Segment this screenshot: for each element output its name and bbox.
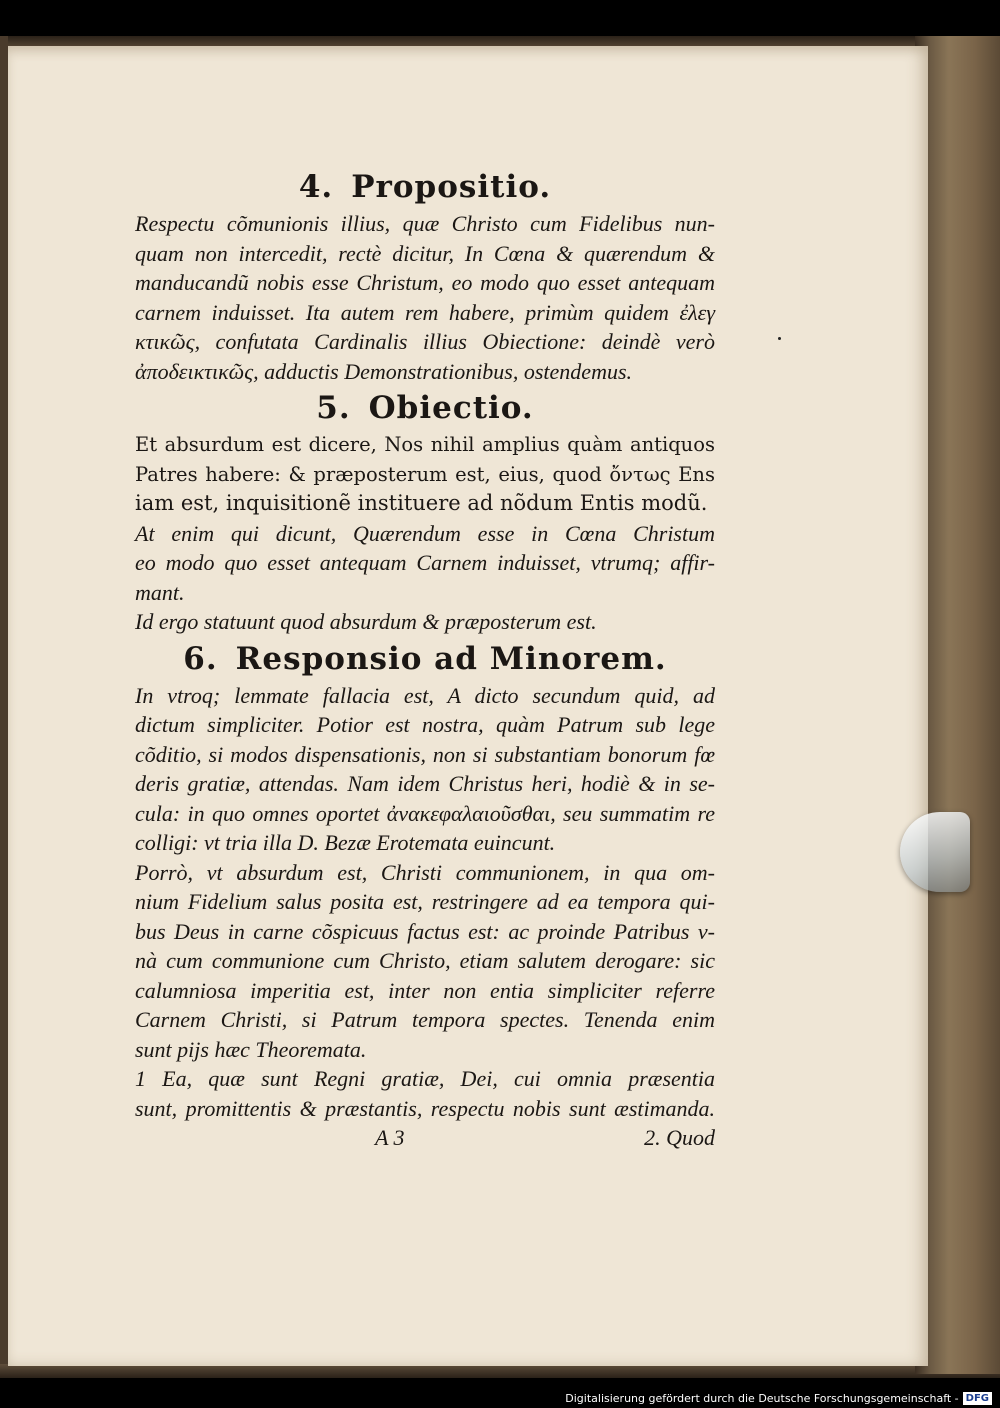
paragraph <box>135 209 715 386</box>
section-number: 4. <box>298 169 334 205</box>
page-text-block <box>135 165 715 1153</box>
paragraph <box>135 430 715 519</box>
section-responsio <box>135 637 715 1124</box>
text-line: manducandũ nobis esse Christum, eo modo quo esset antequam <box>135 270 715 295</box>
binding-board-left <box>0 36 8 1374</box>
text-line: In vtroq; lemmate fallacia est, A dicto secundum quid, ad <box>135 682 715 708</box>
section-title: Responsio ad Minorem. <box>235 640 667 677</box>
text-line: Id ergo statuunt quod absurdum & præposterum est. <box>135 609 597 634</box>
text-line: sunt, promittentis & præstantis, respectu nobis sunt æstimanda. <box>135 1095 715 1121</box>
section-heading <box>135 637 715 681</box>
paragraph <box>135 858 715 1065</box>
catchword: 2. Quod <box>644 1125 715 1150</box>
text-line: iam est, inquisitionẽ instituere ad nõdum Entis modũ. <box>135 491 708 515</box>
section-title: Obiectio. <box>368 390 534 426</box>
text-line: 1 Ea, quæ sunt Regni gratiæ, Dei, cui omnia præsentia <box>135 1066 715 1091</box>
text-line: colligi: vt tria illa D. Bezæ Erotemata euincunt. <box>135 830 556 855</box>
text-line: sunt pijs hæc Theoremata. <box>135 1036 367 1062</box>
text-line: calumniosa imperitia est, inter non entia simpliciter referre <box>135 977 715 1003</box>
text-line: Et absurdum est dicere, Nos nihil amplius quàm antiquos <box>135 433 715 456</box>
text-line: eo modo quo esset antequam Carnem induisset, vtrumq; affir- <box>135 550 715 575</box>
text-line: ἀποδεικτικῶς, adductis Demonstrationibus, ostendemus. <box>135 358 633 384</box>
text-line: carnem induisset. Ita autem rem habere, primùm quidem ἐλεγ <box>135 299 715 325</box>
credit-text: Digitalisierung gefördert durch die Deutsche Forschungsgemeinschaft - <box>565 1391 959 1405</box>
section-heading <box>135 165 715 209</box>
paragraph <box>135 519 715 608</box>
text-line: bus Deus in carne cõspicuus factus est: ac proinde Patribus v- <box>135 918 715 944</box>
paragraph <box>135 681 715 858</box>
text-line: nà cum communione cum Christo, etiam salutem derogare: sic <box>135 948 715 973</box>
section-title: Propositio. <box>351 169 552 205</box>
binding-board-bottom <box>0 1364 1000 1378</box>
paragraph <box>135 607 715 637</box>
text-line: κτικῶς, confutata Cardinalis illius Obiectione: deindè verò <box>135 329 715 354</box>
ink-speck <box>778 337 781 340</box>
signature-mark: A 3 <box>375 1125 405 1150</box>
section-heading <box>135 386 715 430</box>
paragraph <box>135 1064 715 1123</box>
text-line: dictum simpliciter. Potior est nostra, quàm Patrum sub lege <box>135 712 715 737</box>
text-line: nium Fidelium salus posita est, restringere ad ea tempora qui- <box>135 889 715 914</box>
text-line: At enim qui dicunt, Quærendum esse in Cœna Christum <box>135 520 715 546</box>
section-number: 5. <box>316 390 351 426</box>
dfg-logo: DFG <box>963 1392 992 1405</box>
digitization-credit <box>565 1389 992 1407</box>
text-line: Carnem Christi, si Patrum tempora spectes. Tenenda enim <box>135 1007 715 1032</box>
section-number: 6. <box>183 640 218 677</box>
text-line: Respectu cõmunionis illius, quæ Christo cum Fidelibus nun- <box>135 211 715 236</box>
text-line: Porrò, vt absurdum est, Christi communionem, in qua om- <box>135 859 715 885</box>
text-line: cula: in quo omnes oportet ἀνακεφαλαιοῦσθαι, seu summatim re <box>135 800 715 826</box>
text-line: deris gratiæ, attendas. Nam idem Christus heri, hodiè & in se- <box>135 771 715 796</box>
page-footer <box>135 1123 715 1153</box>
section-propositio <box>135 165 715 386</box>
text-line: quam non intercedit, rectè dicitur, In Cœna & quærendum & <box>135 240 715 266</box>
text-line: Patres habere: & præposterum est, eius, quod ὄντως Ens <box>135 462 715 486</box>
section-obiectio <box>135 386 715 637</box>
text-line: cõditio, si modos dispensationis, non si substantiam bonorum fœ <box>135 741 715 767</box>
page-clip <box>900 812 970 892</box>
text-line: mant. <box>135 579 185 605</box>
